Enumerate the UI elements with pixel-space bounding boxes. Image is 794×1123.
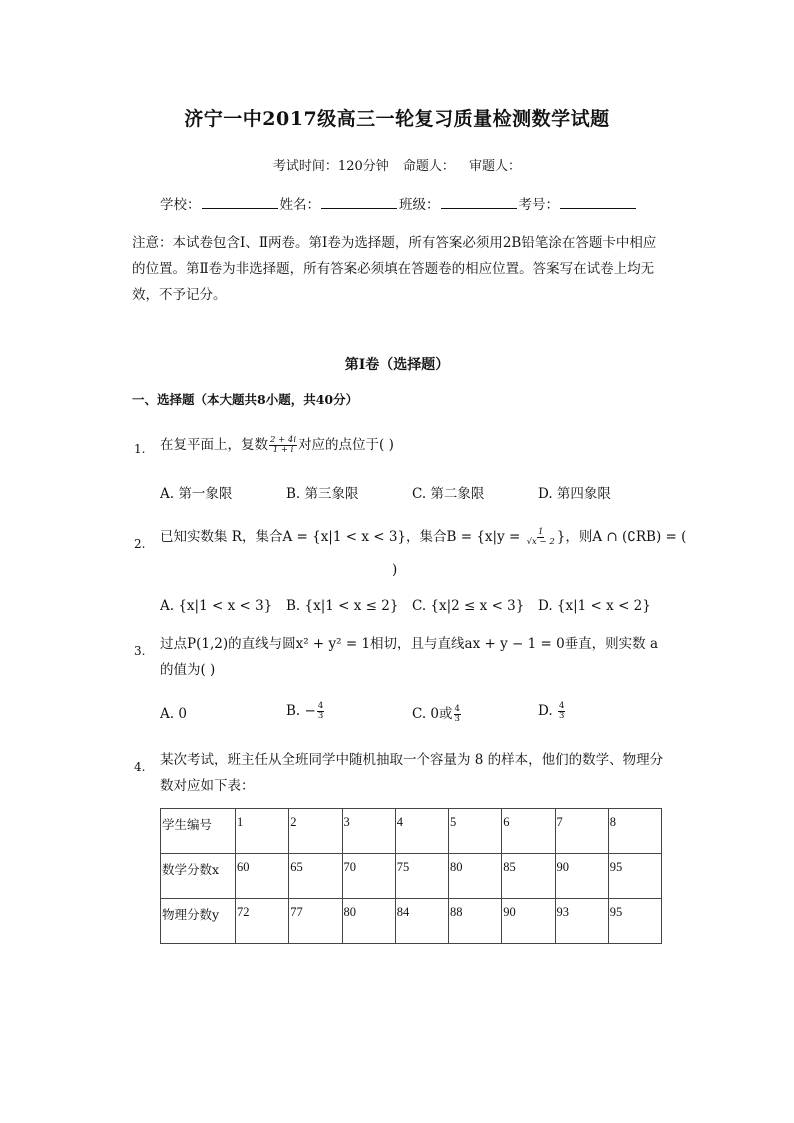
table-cell: 6 (502, 809, 555, 854)
notice-text: 注意：本试卷包含Ⅰ、Ⅱ两卷。第Ⅰ卷为选择题，所有答案必须用2B铅笔涂在答题卡中相应的位置。第Ⅱ卷为非选择题，所有答案必须填在答题卷的相应位置。答案写在试卷上均无效，不予记分。 (132, 235, 657, 303)
question-number: 4. (134, 760, 146, 774)
fraction: $\frac{2 + 4i}{1 + i}$ (270, 435, 297, 455)
part-heading: 一、选择题（本大题共8小题，共40分） (132, 392, 359, 407)
school-blank (202, 196, 278, 209)
section-title: 第Ⅰ卷（选择题） (344, 357, 450, 373)
table-cell: 1 (236, 809, 289, 854)
option-a: A. 0 (160, 706, 187, 722)
table-cell: 75 (395, 854, 448, 899)
question-1-stem (160, 432, 665, 458)
question-text: 已知实数集 R，集合A = {x|1 < x < 3}，集合B = {x|y = (160, 529, 525, 545)
question-2-stem (160, 524, 687, 550)
class-blank (441, 196, 517, 209)
fraction: $\frac{4}{3}$ (317, 701, 324, 721)
setter-label: 命题人： (402, 159, 455, 174)
question-number: 3. (134, 644, 146, 658)
table-row (161, 899, 662, 944)
exam-info (0, 155, 794, 174)
option-b: B. {x|1 < x ≤ 2} (286, 598, 399, 614)
option-a: A. {x|1 < x < 3} (160, 598, 273, 614)
table-cell: 90 (502, 899, 555, 944)
student-fields (160, 193, 638, 213)
fraction: $\frac{1}{√x - 2}$ (526, 527, 555, 547)
table-row (161, 854, 662, 899)
fraction: $\frac{4}{3}$ (454, 704, 460, 724)
table-cell: 8 (608, 809, 661, 854)
table-cell: 90 (555, 854, 608, 899)
question-text: 对应的点位于( ) (298, 437, 394, 453)
table-cell: 物理分数y (161, 899, 236, 944)
question-text: }，则A ∩ (∁RB) = ( (556, 529, 687, 545)
class-label: 班级： (399, 197, 440, 213)
table-cell: 77 (289, 899, 342, 944)
question-4-stem: 某次考试，班主任从全班同学中随机抽取一个容量为 8 的样本，他们的数学、物理分数对应如下表： (160, 752, 664, 794)
exam-time: 考试时间：120分钟 (272, 159, 389, 174)
option-b: B. − $\frac{4}{3}$ (286, 701, 324, 721)
question-3-stem: 过点P(1,2)的直线与圆x² + y² = 1相切，且与直线ax + y − 1 = 0垂直，则实数 a 的值为( ) (160, 636, 659, 678)
table-cell: 70 (342, 854, 395, 899)
table-cell: 84 (395, 899, 448, 944)
question-number: 1. (134, 442, 146, 456)
page-title: 济宁一中2017级高三一轮复习质量检测数学试题 (184, 108, 610, 130)
table-cell: 85 (502, 854, 555, 899)
fraction: $\frac{4}{3}$ (558, 701, 565, 721)
number-label: 考号： (518, 197, 559, 213)
option-c: C. 0或 $\frac{4}{3}$ (412, 704, 460, 724)
table-cell: 3 (342, 809, 395, 854)
number-blank (560, 196, 636, 209)
table-cell: 95 (608, 899, 661, 944)
option-d: D. 第四象限 (538, 486, 611, 502)
school-label: 学校： (160, 197, 201, 213)
question-text: 在复平面上，复数 (160, 437, 268, 453)
table-cell: 93 (555, 899, 608, 944)
score-table (160, 808, 662, 944)
table-cell: 2 (289, 809, 342, 854)
table-cell: 88 (449, 899, 502, 944)
table-cell: 7 (555, 809, 608, 854)
name-blank (321, 196, 397, 209)
table-cell: 5 (449, 809, 502, 854)
table-cell: 80 (449, 854, 502, 899)
table-cell: 65 (289, 854, 342, 899)
option-d: D. $\frac{4}{3}$ (538, 701, 565, 721)
table-cell: 72 (236, 899, 289, 944)
option-a: A. 第一象限 (160, 486, 233, 502)
table-cell: 数学分数x (161, 854, 236, 899)
table-cell: 4 (395, 809, 448, 854)
reviewer-label: 审题人： (469, 159, 522, 174)
table-cell: 80 (342, 899, 395, 944)
option-c: C. 第二象限 (412, 486, 485, 502)
name-label: 姓名： (279, 197, 320, 213)
option-c: C. {x|2 ≤ x < 3} (412, 598, 525, 614)
table-cell: 95 (608, 854, 661, 899)
option-b: B. 第三象限 (286, 486, 359, 502)
question-number: 2. (134, 537, 146, 551)
table-row (161, 809, 662, 854)
closing-paren: ) (392, 562, 398, 578)
option-d: D. {x|1 < x < 2} (538, 598, 651, 614)
table-cell: 60 (236, 854, 289, 899)
table-cell: 学生编号 (161, 809, 236, 854)
